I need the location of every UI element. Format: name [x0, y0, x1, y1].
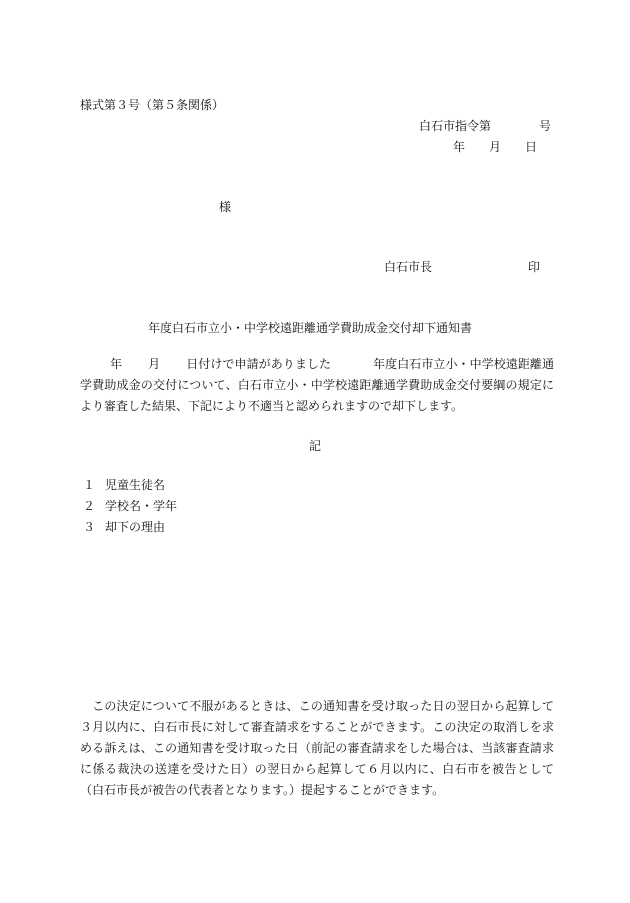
appeal-notice-text: この決定について不服があるときは、この通知書を受け取った日の翌日から起算して３月以内に、白石市長に対して審査請求をすることができます。この決定の取消しを求める訴えは、この通知書を受け取った日（前記の審査請求をした場合は、当該審査請求に係る裁決の送達を受けた日）の翌日から起算して６月以内に、白石市を被告として（白石市長が被告の代表者となります。）提起することができます。 [80, 699, 554, 797]
form-number: 様式第３号（第５条関係） [80, 98, 225, 112]
body-month: 月 [148, 357, 161, 371]
date-year: 年 [453, 140, 466, 154]
issuer-name: 白石市長 [384, 260, 433, 274]
addressee-honorific: 様 [219, 200, 232, 214]
list-item [83, 519, 165, 535]
list-item [83, 498, 177, 514]
issuer-seal: 印 [528, 260, 541, 274]
item-number: ３ [83, 520, 96, 534]
date-day: 日 [525, 140, 538, 154]
list-item [83, 477, 165, 493]
appeal-notice-paragraph [80, 696, 554, 801]
document-title: 年度白石市立小・中学校遠距離通学費助成金交付却下通知書 [148, 321, 473, 335]
item-number: １ [83, 478, 96, 492]
document-number-prefix: 白石市指令第 [419, 119, 492, 133]
document-number-suffix: 号 [539, 119, 552, 133]
issuer [384, 259, 540, 275]
body-rest: 年度白石市立小・中学校遠距離通学費助成金の交付について、白石市立小・中学校遠距離通学費助成金交付要綱の規定により審査した結果、下記により不適当と認められますので却下します。 [80, 357, 554, 413]
date-month: 月 [489, 140, 502, 154]
body-paragraph [80, 354, 554, 417]
document-date [453, 139, 537, 155]
item-label: 児童生徒名 [105, 478, 166, 492]
item-number: ２ [83, 499, 96, 513]
item-label: 却下の理由 [105, 520, 166, 534]
item-label: 学校名・学年 [105, 499, 178, 513]
body-year: 年 [110, 357, 123, 371]
ki-heading: 記 [309, 439, 322, 453]
body-day-phrase: 日付けで申請がありました [186, 357, 332, 371]
document-number [419, 118, 551, 134]
